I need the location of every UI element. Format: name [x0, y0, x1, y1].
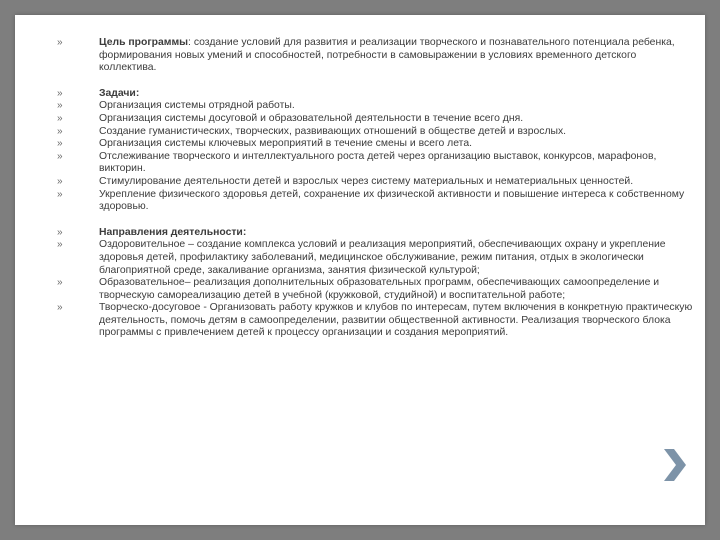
- direction-item: » Творческо-досуговое - Организовать работу кружков и клубов по интересам, путем включения в конкретную практическую деятельность, помочь детям в самоопределении, развитии общественной активности. Реализация творческого блока программы с привлечением детей к процессу организации и создания мероприятий.: [57, 302, 693, 339]
- goal-text: : создание условий для развития и реализации творческого и познавательного потенциала ребенка, формирования новых умений и способностей, потребности в самовыражении в условиях временного детского коллектива.: [99, 37, 675, 74]
- task-item: » Укрепление физического здоровья детей, сохранение их физической активности и повышение интереса к собственному здоровью.: [57, 188, 685, 213]
- chevron-right-icon[interactable]: [660, 445, 690, 485]
- bullet-icon: »: [57, 277, 63, 289]
- bullet-icon: »: [57, 226, 63, 238]
- goal-paragraph: [15, 37, 705, 75]
- task-item: » Организация системы досуговой и образовательной деятельности в течение всего дня.: [57, 112, 524, 124]
- bullet-icon: »: [57, 125, 63, 137]
- bullet-icon: »: [57, 239, 63, 251]
- bullet-icon: »: [57, 37, 63, 48]
- task-item: » Организация системы ключевых мероприятий в течение смены и всего лета.: [57, 138, 472, 150]
- bullet-icon: »: [57, 188, 63, 200]
- slide: [15, 15, 705, 525]
- bullet-icon: »: [57, 138, 63, 150]
- bullet-icon: »: [57, 112, 63, 124]
- task-item: » Организация системы отрядной работы.: [57, 100, 295, 112]
- bullet-icon: »: [57, 150, 63, 162]
- task-item: » Создание гуманистических, творческих, развивающих отношений в обществе детей и взрослых.: [57, 125, 567, 137]
- goal-lead: Цель программы: [99, 37, 189, 48]
- slide-content: [15, 37, 705, 340]
- direction-item: » Оздоровительное – создание комплекса условий и реализация мероприятий, обеспечивающих охрану и укрепление здоровья детей, профилактику заболеваний, медицинское обслуживание, режим питания, отдых в экологически благоприятной среде, закаливание организма, занятия физической культурой;: [57, 239, 666, 276]
- directions-heading: » Направления деятельности:: [57, 226, 247, 238]
- bullet-icon: »: [57, 302, 63, 314]
- task-item: » Стимулирование деятельности детей и взрослых через систему материальных и нематериальных ценностей.: [57, 175, 634, 187]
- task-item: » Отслеживание творческого и интеллектуального роста детей через организацию выставок, конкурсов, марафонов, викторин.: [57, 150, 657, 175]
- tasks-heading: » Задачи:: [57, 87, 140, 99]
- direction-item: » Образовательное– реализация дополнительных образовательных программ, обеспечивающих самоопределение и творческую самореализацию детей в учебной (кружковой, студийной) и воспитательной работе;: [57, 277, 660, 301]
- bullet-icon: »: [57, 100, 63, 112]
- bullet-icon: »: [57, 175, 63, 187]
- bullet-icon: »: [57, 87, 63, 99]
